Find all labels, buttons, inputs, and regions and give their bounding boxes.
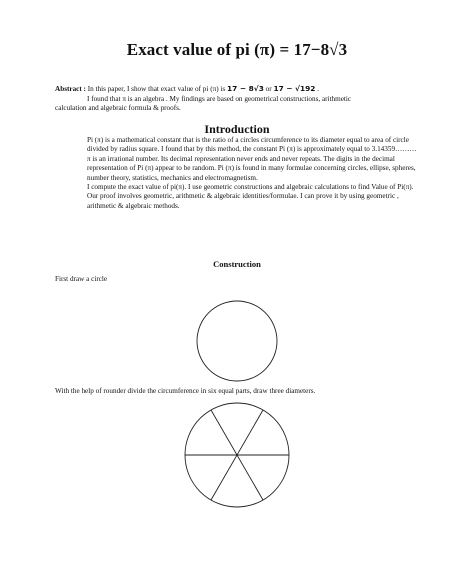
introduction-heading: Introduction	[204, 122, 270, 136]
circle-figure	[196, 300, 278, 382]
abstract-or: or	[263, 85, 274, 93]
construction-step-2: With the help of rounder divide the circumference in six equal parts, draw three diameters.	[55, 387, 316, 395]
abstract-formula-1: 17 − 8√3	[227, 84, 264, 93]
intro-paragraph-3: I compute the exact value of pi(π). I use geometric constructions and algebraic calculations to find Value of Pi(π).	[87, 183, 414, 192]
intro-paragraph-2: π is an irrational number. Its decimal representation never ends and never repeats. The digits in the decimal representation of Pi (π) appear to be random. Pi (π) is found in many formulae concerning circles, ellipse, spheres, number theory, statistics, mechanics and electromagnetism.	[87, 154, 416, 182]
paper-title: Exact value of pi (π) = 17−8√3	[126, 40, 348, 59]
construction-step-1: First draw a circle	[55, 275, 108, 283]
circle-outline	[197, 301, 277, 381]
abstract-line-3: calculation and algebraic formula & proofs.	[55, 104, 181, 113]
abstract-line-2: I found that π is an algebra . My findings are based on geometrical constructions, arithmetic	[87, 94, 352, 103]
abstract-formula-2: 17 − √192	[273, 84, 316, 93]
circle-diameters-figure	[184, 402, 290, 508]
introduction-body	[55, 136, 423, 211]
construction-heading: Construction	[213, 259, 261, 269]
intro-paragraph-1: Pi (π) is a mathematical constant that is the ratio of a circles circumference to its diameter equal to area of circle divided by radius square. I found that by this method, the constant Pi (π) is approximately equal to 3.14359………	[87, 136, 417, 154]
abstract-text: In this paper, I show that exact value of pi (π) is	[85, 85, 227, 93]
abstract-section	[55, 84, 423, 114]
abstract-label: Abstract :	[55, 85, 86, 93]
abstract-end: .	[315, 85, 320, 93]
intro-paragraph-4: Our proof involves geometric, arithmetic & algebraic identities/formulae. I can prove it by using geometric , arithmetic & algebraic methods.	[87, 192, 399, 210]
